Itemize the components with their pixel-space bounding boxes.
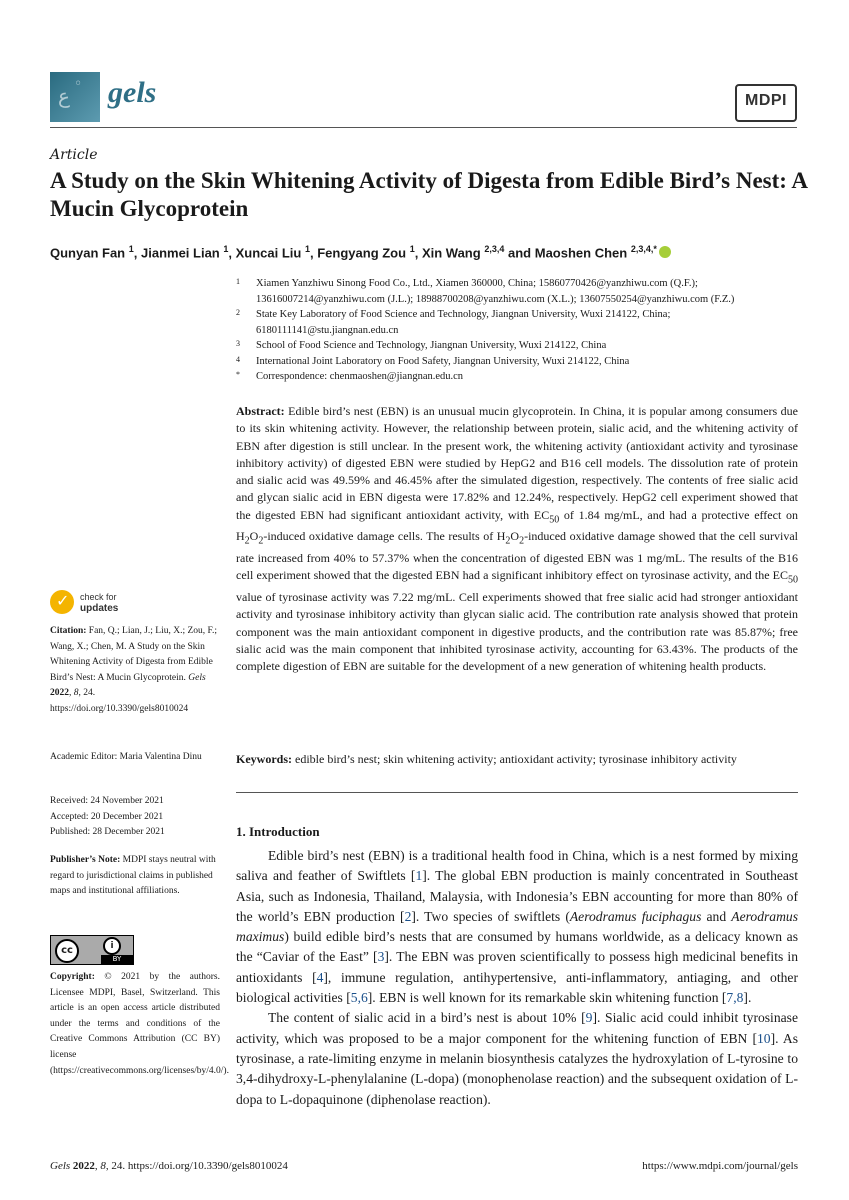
cc-by-label: BY xyxy=(101,955,133,964)
citation-link[interactable]: 1 xyxy=(415,868,423,884)
citation-link[interactable]: 7,8 xyxy=(726,990,744,1006)
header-rule xyxy=(50,127,797,128)
citation-link[interactable]: 3 xyxy=(377,949,385,965)
published-date: Published: 28 December 2021 xyxy=(50,827,165,838)
affiliation-item: 4 International Joint Laboratory on Food Safety, Jiangnan University, Wuxi 214122, China xyxy=(236,354,630,367)
affiliation-item: 1 Xiamen Yanzhiwu Sinong Food Co., Ltd., Xiamen 360000, China; 15860770426@yanzhiwu.com (Q.F.); 13616007214@yanzhiwu.com (J.L.); 18988700208@yanzhiwu.com (X.L.); 13607550254@yanzhiwu.com (F.Z.) xyxy=(236,277,735,305)
section-heading: 1. Introduction xyxy=(236,824,320,839)
article-title: A Study on the Skin Whitening Activity of Digesta from Edible Bird’s Nest: A Mucin Glycoprotein xyxy=(50,168,807,221)
cc-license-badge[interactable] xyxy=(50,935,134,965)
publisher-name: MDPI xyxy=(745,92,787,109)
citation-link[interactable]: 9 xyxy=(585,1010,593,1026)
citation-block: Citation: Fan, Q.; Lian, J.; Liu, X.; Zou, F.; Wang, X.; Chen, M. A Study on the Skin Whitening Activity of Digesta from Edible Bird’s Nest: A Mucin Glycoprotein. Gels 2022, 8, 24. https://doi.org/10.3390/gels8010024 xyxy=(50,626,218,714)
citation-link[interactable]: 5,6 xyxy=(350,990,368,1006)
dates-block xyxy=(50,794,220,841)
abstract: Abstract: Edible bird’s nest (EBN) is an unusual mucin glycoprotein. In China, it is popular among consumers due to its skin whitening activity. However, the relationship between protein, sialic acid, and the whitening activity of EBN after digestion is still unclear. In the present work, the whitening activity (antioxidant activity and tyrosinase inhibitory activity) of digested EBN were studied by HepG2 and B16 cell models. The dissolution rate of protein and sialic acid was 49.59% and 46.45% after the simulated digestion, respectively. The contents of free sialic acid and glycan sialic acid in EBN digesta were 17.82% and 12.24%, respectively. HepG2 cell experiment showed that the digested EBN had significant antioxidant activity, with $EC_{50}$ of 1.84 mg/mL, and had a protective effect on $H_2O_2$-induced oxidative damage cells. The results of $H_2O_2$-induced oxidative damage showed that the cell survival rate increased from 40% to 57.37% when the concentration of digested EBN was 1 mg/mL. The results of the B16 cell experiment showed that the digested EBN had a significant inhibitory effect on tyrosinase activity, and the $EC_{50}$ value of tyrosinase activity was 7.22 mg/mL. Cell experiments showed that free sialic acid had stronger antioxidant activity and tyrosinase inhibitory activity than glycan sialic acid. The contribution rate analysis showed that protein component was the main antioxidant component in digestive products, and the contribution rate was 85.87%; free sialic acid was the main component that inhibited tyrosinase activity, accounting for 63.43%. The products of the complete digestion of EBN are suitable for the development of a new generation of whitening health products. xyxy=(236,404,799,674)
author-name: Xin Wang xyxy=(421,245,481,261)
author-list: Qunyan Fan $^1$, Jianmei Lian $^1$, Xuncai Liu $^1$, Fengyang Zou $^1$, Xin Wang $^{2,3,4}$ and Maoshen Chen $^{2,3,4,*}$ xyxy=(50,244,810,260)
publisher-note: Publisher’s Note: MDPI stays neutral with regard to jurisdictional claims in published maps and institutional affiliations. xyxy=(50,855,216,897)
article-type: Article xyxy=(50,147,98,163)
publisher-logo xyxy=(735,84,797,122)
keywords: Keywords: edible bird’s nest; skin whitening activity; antioxidant activity; tyrosinase inhibitory activity xyxy=(236,752,737,766)
citation-link[interactable]: 10 xyxy=(757,1030,771,1046)
introduction-body xyxy=(236,846,798,1110)
author-name: Maoshen Chen xyxy=(534,245,628,261)
footer-journal-link[interactable]: https://www.mdpi.com/journal/gels xyxy=(642,1160,798,1172)
affiliation-item: 2 State Key Laboratory of Food Science and Technology, Jiangnan University, Wuxi 214122, China; 6180111141@stu.jiangnan.edu.cn xyxy=(236,308,671,336)
citation-link[interactable]: 4 xyxy=(316,969,324,985)
paragraph: Edible bird’s nest (EBN) is a traditional health food in China, which is a nest formed by mixing saliva and feather of Swiftlets [1]. The global EBN production is mainly concentrated in Southeast Asia, such as Indonesia, Thailand, Malaysia, with Indonesia’s EBN accounting for more than 80% of the world’s EBN production [2]. Two species of swiftlets (Aerodramus fuciphagus and Aerodramus maximus) build edible bird’s nests that are consumed by humans worldwide, as a delicacy known as the “Caviar of the East” [3]. The EBN was proven scientifically to possess high medicinal benefits in antioxidants [4], immune regulation, antihypertensive, anti-inflammatory, antiaging, and other biological activities [5,6]. EBN is well known for its remarkable skin whitening function [7,8]. xyxy=(236,848,799,1006)
check-for-updates-button[interactable]: ✓ check for updates xyxy=(50,590,170,620)
copyright-block: Copyright: © 2021 by the authors. Licensee MDPI, Basel, Switzerland. This article is an open access article distributed under the terms and conditions of the Creative Commons Attribution (CC BY) license (https://creativecommons.org/licenses/by/4.0/). xyxy=(50,972,229,1076)
attribution-icon: i xyxy=(103,937,121,955)
footer-citation: Gels 2022, 8, 24. https://doi.org/10.3390/gels8010024 xyxy=(50,1160,288,1172)
affiliation-item: 3 School of Food Science and Technology, Jiangnan University, Wuxi 214122, China xyxy=(236,339,607,351)
orcid-icon[interactable] xyxy=(659,246,671,258)
check-icon: ✓ xyxy=(50,590,74,614)
affiliations xyxy=(236,276,796,385)
author-name: Xuncai Liu xyxy=(235,245,302,261)
paragraph: The content of sialic acid in a bird’s nest is about 10% [9]. Sialic acid could inhibit tyrosinase activity, which was proposed to be a major component for the whitening function of EBN [10]. As tyrosinase, a rate-limiting enzyme in melanin biosynthesis catalyzes the hydroxylation of L-tyrosine to 3,4-dihydroxy-L-phenylalanine (L-dopa) (monophenolase reaction) and the subsequent oxidation of L-dopa to L-dopaquinone (diphenolase reaction). xyxy=(236,1010,798,1107)
academic-editor: Academic Editor: Maria Valentina Dinu xyxy=(50,752,202,762)
cc-icon: cc xyxy=(55,939,79,963)
journal-name: gels xyxy=(108,76,157,109)
accepted-date: Accepted: 20 December 2021 xyxy=(50,811,164,822)
journal-logo: ع ◦ xyxy=(50,72,100,122)
citation-link[interactable]: 2 xyxy=(404,908,412,924)
section-rule xyxy=(236,792,798,793)
affiliation-item: * Correspondence: chenmaoshen@jiangnan.edu.cn xyxy=(236,370,464,382)
author-name: Jianmei Lian xyxy=(141,245,220,261)
author-name: Fengyang Zou xyxy=(317,245,407,261)
author-name: Qunyan Fan xyxy=(50,245,126,261)
received-date: Received: 24 November 2021 xyxy=(50,796,164,806)
